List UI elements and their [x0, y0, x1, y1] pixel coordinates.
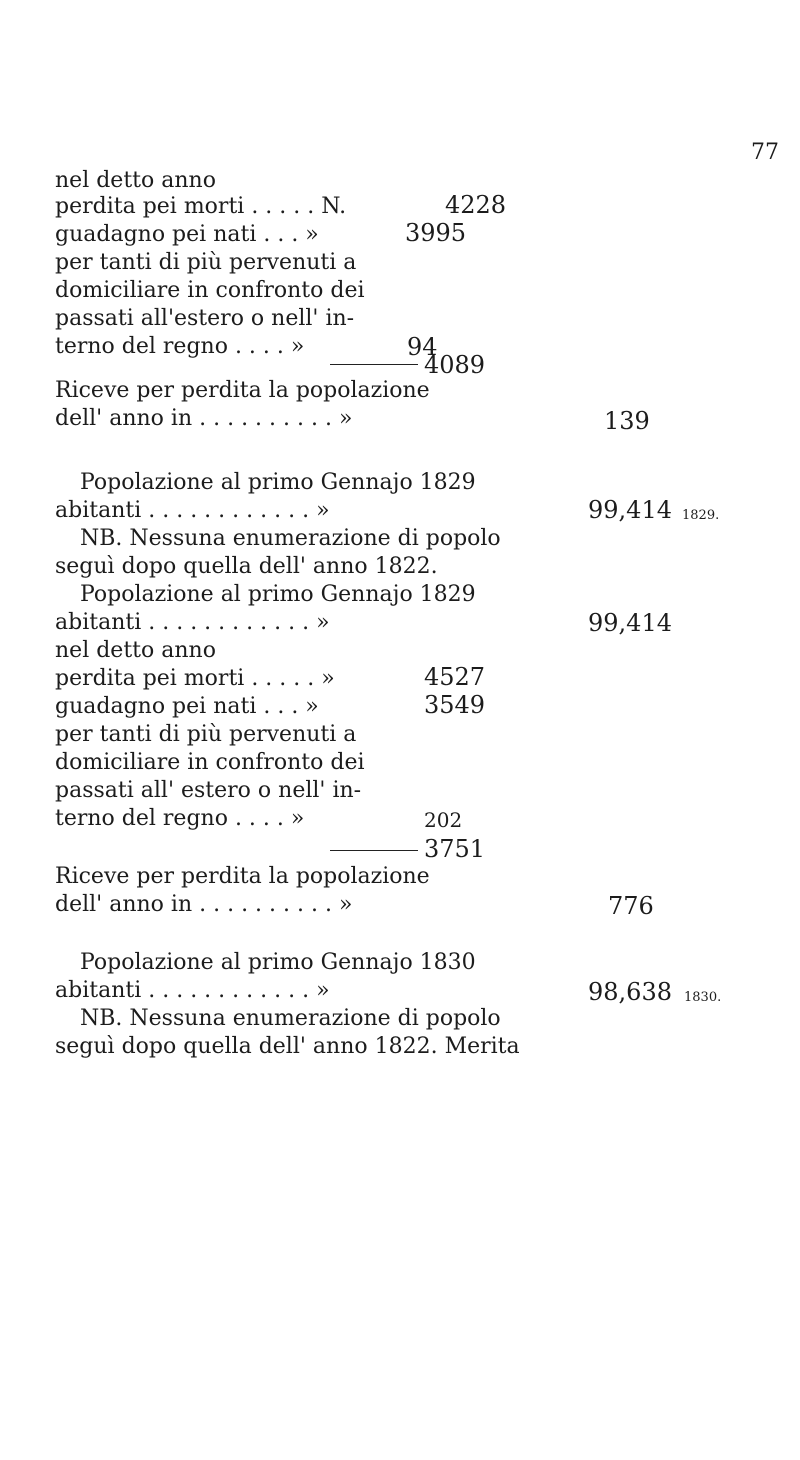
- year-marginal: 1829.: [682, 508, 720, 523]
- text-line: abitanti . . . . . . . . . . . . »: [55, 978, 330, 1003]
- text-line: per tanti di più pervenuti a: [55, 722, 357, 747]
- value-total: 3751: [424, 835, 486, 863]
- value-population: 99,414: [588, 496, 672, 524]
- value-deaths: 4527: [424, 663, 486, 691]
- value-total: 4089: [424, 351, 486, 379]
- text-line: perdita pei morti . . . . . »: [55, 666, 335, 691]
- text-line: per tanti di più pervenuti a: [55, 250, 357, 275]
- text-line: abitanti . . . . . . . . . . . . »: [55, 610, 330, 635]
- text-line: nel detto anno: [55, 638, 216, 663]
- text-line: domiciliare in confronto dei: [55, 278, 365, 303]
- sum-rule: [330, 850, 418, 851]
- sum-rule: [330, 364, 418, 365]
- text-line: guadagno pei nati . . . »: [55, 694, 319, 719]
- text-line: Popolazione al primo Gennajo 1829: [80, 470, 476, 495]
- text-line: guadagno pei nati . . . »: [55, 222, 319, 247]
- text-line: dell' anno in . . . . . . . . . . »: [55, 406, 353, 431]
- text-line: nel detto anno: [55, 168, 216, 193]
- year-marginal: 1830.: [684, 990, 722, 1005]
- value-deaths: 4228: [445, 191, 507, 219]
- text-line: passati all' estero o nell' in-: [55, 778, 362, 803]
- value-population: 98,638: [588, 978, 672, 1006]
- text-line: perdita pei morti . . . . . N.: [55, 194, 347, 219]
- value-loss: 139: [604, 407, 650, 435]
- text-line: seguì dopo quella dell' anno 1822.: [55, 554, 438, 579]
- text-line: terno del regno . . . . »: [55, 806, 305, 831]
- value-births: 3549: [424, 691, 486, 719]
- text-line: Riceve per perdita la popolazione: [55, 864, 430, 889]
- text-line: dell' anno in . . . . . . . . . . »: [55, 892, 353, 917]
- text-line: passati all'estero o nell' in-: [55, 306, 355, 331]
- value-population: 99,414: [588, 609, 672, 637]
- page-number: 77: [751, 140, 779, 165]
- text-line: NB. Nessuna enumerazione di popolo: [80, 1006, 501, 1031]
- text-line: domiciliare in confronto dei: [55, 750, 365, 775]
- value-migrants: 94: [407, 333, 438, 361]
- value-migrants: 202: [424, 808, 463, 832]
- text-line: abitanti . . . . . . . . . . . . »: [55, 498, 330, 523]
- value-births: 3995: [405, 219, 467, 247]
- value-loss: 776: [608, 892, 654, 920]
- text-line: Popolazione al primo Gennajo 1830: [80, 950, 476, 975]
- text-line: Popolazione al primo Gennajo 1829: [80, 582, 476, 607]
- text-line: NB. Nessuna enumerazione di popolo: [80, 526, 501, 551]
- text-line: Riceve per perdita la popolazione: [55, 378, 430, 403]
- text-line: terno del regno . . . . »: [55, 334, 305, 359]
- text-line: seguì dopo quella dell' anno 1822. Merita: [55, 1034, 520, 1059]
